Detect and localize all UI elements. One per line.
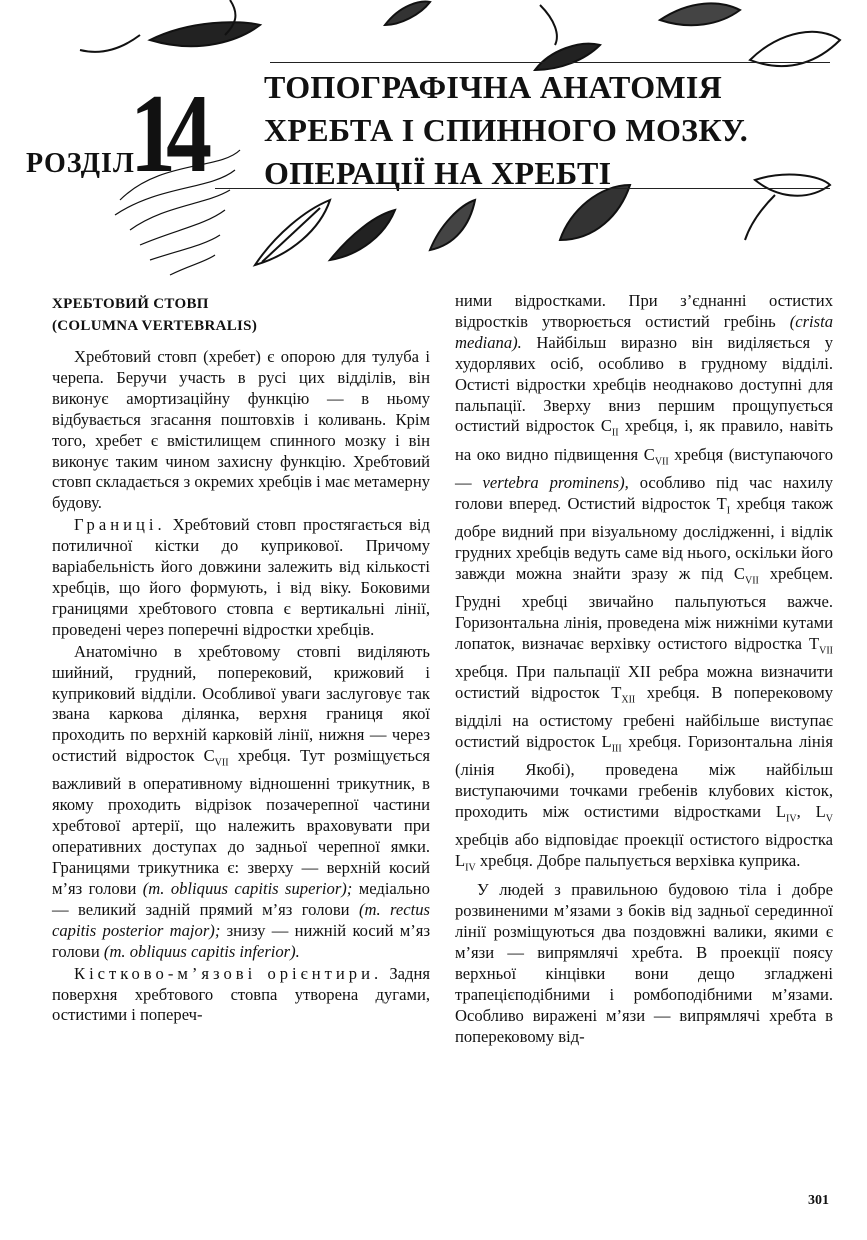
chapter-title-line: ОПЕРАЦІЇ НА ХРЕБТІ: [264, 155, 612, 191]
title-rule-bottom: [215, 188, 830, 189]
page-number: 301: [808, 1193, 829, 1208]
paragraph-lead: Кістково-м’язові орієнтири.: [74, 963, 383, 983]
section-heading-line: (COLUMNA VERTEBRALIS): [52, 318, 258, 334]
chapter-label: РОЗДІЛ: [26, 148, 135, 179]
paragraph: Хребтовий стовп (хребет) є опорою для тулуба і черепа. Беручи участь в русі цих відділів, він виконує амортизаційну функцію — в ньому відбувається згасання поштовхів і коливань. Крім того, хребет є вмістилищем спинного мозку і він виконує таким чином захисну функцію. Хребтовий стовп складається з окремих хребців і має метамерну будову.: [52, 347, 430, 513]
paragraph: У людей з правильною будовою тіла і добре розвиненими м’язами з боків від задньої серединної лінії розміщуються два поздовжні валики, якими є м’язи — випрямлячі хребта. В проекції поясу верхньої кінцівки вони дещо згладжені трапецієподібними і ромбоподібними м’язами. Особливо виражені м’язи — випрямлячі хребта в поперековому від-: [455, 880, 833, 1046]
paragraph-lead: Границі.: [74, 515, 166, 535]
section-heading: [52, 293, 352, 337]
left-column: [52, 347, 430, 1026]
paragraph: Кістково-м’язові орієнтири. Задня поверхня хребтового стовпа утворена дугами, остистими і попереч-: [52, 963, 430, 1025]
chapter-title-line: ХРЕБТА І СПИННОГО МОЗКУ.: [264, 112, 749, 148]
section-heading-line: ХРЕБТОВИЙ СТОВП: [52, 296, 209, 312]
chapter-title-line: ТОПОГРАФІЧНА АНАТОМІЯ: [264, 69, 723, 105]
paragraph: Анатомічно в хребтовому стовпі виділяють шийний, грудний, поперековий, крижовий і куприковий відділи. Особливої уваги заслуговує так звана каркова ділянка, верхня границя якої проходить по верхній карковій лінії, нижня — через остистий відросток $C_{VII}$ хребця. Тут розміщується важливий в оперативному відношенні трикутник, в якому проходить відрізок позачерепної частини хребтової артерії, що належить враховувати при оперативних доступах до задньої черепної ямки. Границями трикутника є: зверху — верхній косий м’яз голови (m. obliquus capitis superior); медіально — великий задній прямий м’яз голови (m. rectus capitis posterior major); знизу — нижній косий м’яз голови (m. obliquus capitis inferior).: [52, 641, 430, 961]
right-column: [455, 291, 833, 1048]
chapter-number: 14: [130, 72, 203, 196]
title-rule-top: [270, 62, 830, 63]
paragraph: ними відростками. При з’єднанні остистих відростків утворюється остистий гребінь (crista mediana). Найбільш виразно він виділяється у худорлявих осіб, особливо в грудному відділі. Остисті відростки хребців неоднаково доступні для пальпації. Зверху вниз першим прощупується остистий відросток $C_{II}$ хребця, і, як правило, навіть на око видно підвищення $C_{VII}$ хребця (виступаючого — vertebra prominens), особливо під час нахилу голови вперед. Остистий відросток $T_I$ хребця також добре видний при візуальному дослідженні, і відлік грудних хребців ведуть саме від нього, оскільки його завжди можна знайти зразу ж під $C_{VII}$ хребцем. Грудні хребці звичайно пальпуються важче. Горизонтальна лінія, проведена між нижніми кутами лопаток, визначає верхівку остистого відростка $T_{VII}$ хребця. При пальпації XII ребра можна визначити остистий відросток $T_{XII}$ хребця. В поперековому відділі на остистому гребені найбільше виступає остистий відросток $L_{III}$ хребця. Горизонтальна лінія (лінія Якобі), проведена між найбільш виступаючими точками гребенів клубових кісток, проходить між остистими відростками $L_{IV}$, $L_V$ хребців або відповідає проекції остистого відростка $L_{IV}$ хребця. Добре пальпується верхівка куприка.: [455, 291, 834, 874]
paragraph: Границі. Хребтовий стовп простягається від потиличної кістки до куприкової. Причому варіабельність його довжини залежить від кількості хребців, що його формують, і від віку. Боковими границями хребтового стовпа є вертикальні лінії, проведені через поперечні відростки хребців.: [52, 515, 430, 639]
chapter-title: [264, 66, 839, 195]
